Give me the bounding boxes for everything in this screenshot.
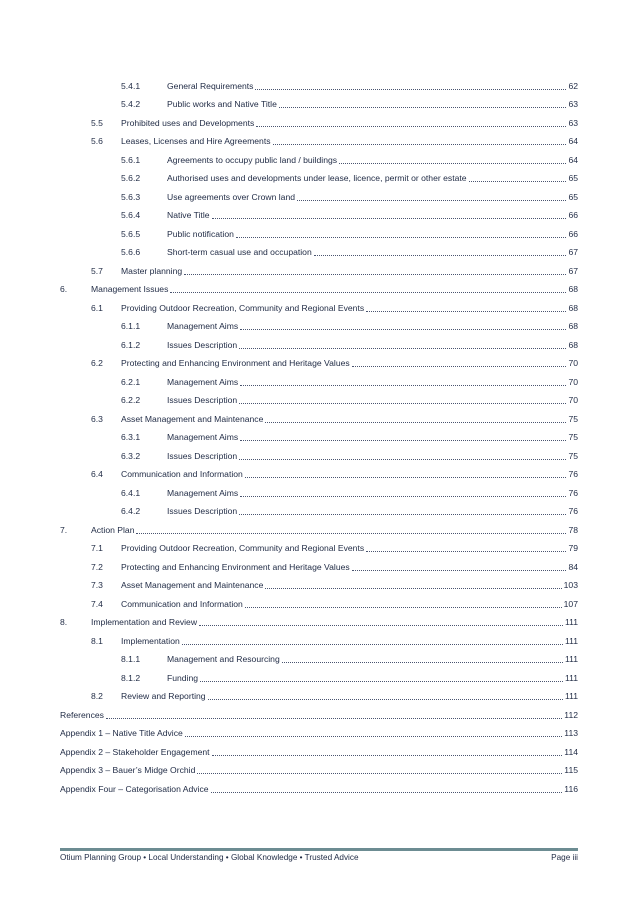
toc-dot-leader	[239, 505, 566, 515]
toc-entry-title: Public notification	[167, 228, 234, 239]
toc-entry[interactable]	[60, 739, 578, 758]
toc-entry-page: 62	[568, 80, 578, 91]
toc-entry-title: Providing Outdoor Recreation, Community and Regional Events	[121, 302, 365, 313]
table-of-contents	[60, 73, 578, 795]
toc-entry[interactable]	[60, 295, 578, 314]
toc-entry-page: 70	[568, 358, 578, 368]
toc-entry-number: 8.	[60, 617, 68, 627]
toc-entry[interactable]	[60, 702, 578, 721]
toc-entry-title: Appendix 2 – Stakeholder Engagement	[60, 746, 210, 757]
toc-entry[interactable]	[60, 425, 578, 444]
toc-entry[interactable]	[60, 665, 578, 684]
footer-divider	[60, 848, 578, 851]
toc-entry-title: Management Aims	[167, 432, 239, 442]
toc-entry[interactable]	[60, 203, 578, 222]
toc-entry-number: 6.2.1	[121, 376, 141, 387]
toc-entry-title: Management and Resourcing	[167, 654, 280, 664]
toc-entry-page: 75	[568, 450, 578, 461]
toc-entry-page: 63	[568, 117, 578, 128]
toc-entry[interactable]	[60, 240, 578, 259]
toc-entry[interactable]	[60, 406, 578, 425]
toc-dot-leader	[136, 524, 566, 534]
toc-entry-title: Issues Description	[167, 506, 238, 516]
toc-entry-number: 6.3	[91, 413, 103, 424]
toc-dot-leader	[184, 265, 566, 275]
toc-dot-leader	[279, 98, 567, 108]
toc-entry[interactable]	[60, 591, 578, 610]
toc-entry-number: 5.7	[91, 265, 103, 276]
toc-entry-number: 5.6.5	[121, 228, 141, 239]
toc-entry-number: 6.3.2	[121, 450, 141, 461]
toc-entry-page: 64	[568, 136, 578, 146]
toc-entry-title: Management Aims	[167, 376, 239, 387]
toc-entry-number: 8.2	[91, 691, 103, 701]
toc-dot-leader	[366, 542, 566, 552]
toc-entry-title: Protecting and Enhancing Environment and Heritage Values	[121, 358, 350, 368]
toc-entry-title: Asset Management and Maintenance	[121, 413, 264, 424]
toc-dot-leader	[240, 487, 566, 497]
toc-entry-title: Issues Description	[167, 395, 238, 405]
toc-entry[interactable]	[60, 277, 578, 296]
toc-dot-leader	[239, 450, 566, 460]
toc-entry-title: Providing Outdoor Recreation, Community and Regional Events	[121, 543, 365, 553]
toc-entry-number: 6.1.1	[121, 321, 141, 331]
toc-entry-number: 5.4.1	[121, 80, 141, 91]
toc-entry-title: Prohibited uses and Developments	[121, 117, 255, 128]
toc-entry-title: Appendix Four – Categorisation Advice	[60, 783, 209, 794]
toc-entry[interactable]	[60, 721, 578, 740]
toc-entry[interactable]	[60, 332, 578, 351]
toc-entry-title: General Requirements	[167, 80, 254, 91]
toc-dot-leader	[211, 783, 563, 793]
toc-entry-page: 65	[568, 191, 578, 202]
toc-dot-leader	[197, 764, 562, 774]
toc-entry-page: 68	[568, 284, 578, 294]
toc-dot-leader	[339, 154, 566, 164]
toc-entry[interactable]	[60, 628, 578, 647]
toc-entry-page: 67	[568, 265, 578, 276]
toc-entry-title: Authorised uses and developments under lease, licence, permit or other estate	[167, 173, 467, 183]
toc-entry[interactable]	[60, 776, 578, 795]
toc-dot-leader	[297, 191, 566, 201]
toc-dot-leader	[245, 598, 562, 608]
toc-entry-page: 111	[564, 654, 578, 664]
toc-entry-number: 6.1	[91, 302, 103, 313]
toc-dot-leader	[239, 394, 566, 404]
toc-entry[interactable]	[60, 388, 578, 407]
toc-entry-page: 114	[564, 746, 578, 757]
toc-dot-leader	[352, 561, 567, 571]
toc-entry-page: 63	[568, 99, 578, 109]
toc-entry-title: Communication and Information	[121, 598, 243, 609]
toc-entry-title: Issues Description	[167, 450, 238, 461]
toc-entry-number: 5.4.2	[121, 99, 141, 109]
toc-entry[interactable]	[60, 573, 578, 592]
toc-entry[interactable]	[60, 684, 578, 703]
toc-entry-title: Leases, Licenses and Hire Agreements	[121, 136, 271, 146]
toc-entry[interactable]	[60, 610, 578, 629]
toc-dot-leader	[240, 431, 566, 441]
toc-entry-title: Appendix 1 – Native Title Advice	[60, 728, 183, 738]
toc-entry-page: 66	[568, 210, 578, 220]
toc-entry-title: Management Aims	[167, 487, 239, 498]
toc-dot-leader	[314, 246, 567, 256]
toc-entry-page: 111	[564, 672, 578, 683]
toc-entry-page: 116	[564, 783, 578, 794]
toc-entry[interactable]	[60, 536, 578, 555]
toc-entry[interactable]	[60, 221, 578, 240]
toc-entry[interactable]	[60, 647, 578, 666]
toc-dot-leader	[185, 727, 563, 737]
toc-dot-leader	[255, 80, 566, 90]
page-footer	[60, 853, 578, 862]
toc-dot-leader	[240, 376, 566, 386]
toc-entry-title: Management Aims	[167, 321, 239, 331]
toc-entry-page: 68	[568, 302, 578, 313]
toc-entry-number: 6.1.2	[121, 339, 141, 350]
toc-dot-leader	[265, 579, 561, 589]
toc-entry-page: 111	[564, 635, 578, 646]
toc-entry-title: Communication and Information	[121, 469, 243, 479]
toc-entry-title: Issues Description	[167, 339, 238, 350]
toc-dot-leader	[106, 709, 562, 719]
toc-entry-title: Native Title	[167, 210, 210, 220]
toc-entry-number: 5.6.6	[121, 247, 141, 257]
toc-entry-number: 6.2	[91, 358, 103, 368]
toc-entry-page: 113	[564, 728, 578, 738]
toc-entry[interactable]	[60, 517, 578, 536]
toc-entry-page: 68	[568, 339, 578, 350]
toc-entry[interactable]	[60, 443, 578, 462]
toc-dot-leader	[366, 302, 566, 312]
toc-entry[interactable]	[60, 258, 578, 277]
toc-entry-page: 75	[568, 413, 578, 424]
toc-dot-leader	[170, 283, 566, 293]
toc-entry-page: 115	[564, 765, 578, 775]
toc-entry-page: 67	[568, 247, 578, 257]
toc-entry-title: Protecting and Enhancing Environment and Heritage Values	[121, 561, 350, 572]
toc-entry-title: Action Plan	[91, 524, 135, 535]
toc-entry[interactable]	[60, 184, 578, 203]
toc-entry-number: 6.4.2	[121, 506, 141, 516]
toc-entry-page: 70	[568, 376, 578, 387]
toc-entry-number: 5.5	[91, 117, 103, 128]
toc-entry-title: Review and Reporting	[121, 691, 206, 701]
toc-entry-title: Short-term casual use and occupation	[167, 247, 312, 257]
toc-entry-number: 6.2.2	[121, 395, 141, 405]
toc-dot-leader	[282, 653, 563, 663]
toc-entry-page: 76	[568, 469, 578, 479]
toc-entry-title: Public works and Native Title	[167, 99, 277, 109]
toc-entry-title: Asset Management and Maintenance	[121, 580, 264, 590]
toc-entry[interactable]	[60, 499, 578, 518]
toc-entry-title: Funding	[167, 672, 199, 683]
toc-entry-title: Management Issues	[91, 284, 169, 294]
toc-dot-leader	[256, 117, 566, 127]
toc-entry-number: 7.3	[91, 580, 103, 590]
toc-entry-number: 8.1	[91, 635, 103, 646]
footer-tagline: Otium Planning Group • Local Understanding • Global Knowledge • Trusted Advice	[60, 853, 359, 862]
toc-entry[interactable]	[60, 92, 578, 111]
toc-entry[interactable]	[60, 758, 578, 777]
toc-entry[interactable]	[60, 554, 578, 573]
toc-dot-leader	[200, 672, 563, 682]
toc-entry-page: 76	[568, 487, 578, 498]
toc-entry-title: Implementation and Review	[91, 617, 198, 627]
toc-dot-leader	[236, 228, 567, 238]
toc-entry[interactable]	[60, 480, 578, 499]
toc-entry-page: 76	[568, 506, 578, 516]
toc-dot-leader	[469, 172, 567, 182]
toc-entry-page: 79	[568, 543, 578, 553]
toc-entry[interactable]	[60, 314, 578, 333]
toc-entry[interactable]	[60, 129, 578, 148]
toc-dot-leader	[352, 357, 567, 367]
toc-dot-leader	[265, 413, 566, 423]
toc-entry-page: 70	[568, 395, 578, 405]
toc-entry-number: 6.3.1	[121, 432, 141, 442]
toc-entry-page: 78	[568, 524, 578, 535]
toc-entry-page: 66	[568, 228, 578, 239]
toc-entry-number: 6.4.1	[121, 487, 141, 498]
toc-entry-page: 64	[568, 154, 578, 165]
toc-entry[interactable]	[60, 147, 578, 166]
toc-entry-number: 7.4	[91, 598, 103, 609]
toc-dot-leader	[240, 320, 566, 330]
toc-entry-page: 75	[568, 432, 578, 442]
toc-entry[interactable]	[60, 166, 578, 185]
toc-entry-title: Agreements to occupy public land / buildings	[167, 154, 338, 165]
toc-entry-number: 7.	[60, 524, 68, 535]
toc-dot-leader	[273, 135, 567, 145]
toc-dot-leader	[245, 468, 567, 478]
toc-dot-leader	[212, 209, 567, 219]
toc-dot-leader	[239, 339, 566, 349]
toc-entry[interactable]	[60, 369, 578, 388]
toc-dot-leader	[199, 616, 563, 626]
toc-entry-title: References	[60, 709, 104, 720]
toc-entry[interactable]	[60, 110, 578, 129]
toc-entry-title: Use agreements over Crown land	[167, 191, 296, 202]
toc-entry-number: 6.4	[91, 469, 103, 479]
toc-entry-title: Master planning	[121, 265, 183, 276]
toc-entry-page: 107	[563, 598, 578, 609]
toc-entry-number: 5.6.1	[121, 154, 141, 165]
toc-entry-number: 5.6.2	[121, 173, 141, 183]
toc-entry-number: 7.2	[91, 561, 103, 572]
toc-entry-title: Appendix 3 – Bauer’s Midge Orchid	[60, 765, 196, 775]
toc-entry-title: Implementation	[121, 635, 180, 646]
toc-dot-leader	[208, 690, 563, 700]
toc-entry[interactable]	[60, 351, 578, 370]
toc-entry-number: 6.	[60, 284, 68, 294]
toc-entry-number: 8.1.2	[121, 672, 141, 683]
toc-entry-page: 68	[568, 321, 578, 331]
toc-entry-number: 7.1	[91, 543, 103, 553]
toc-dot-leader	[212, 746, 563, 756]
toc-entry[interactable]	[60, 462, 578, 481]
toc-entry-page: 111	[564, 691, 578, 701]
toc-entry-page: 65	[568, 173, 578, 183]
toc-entry-page: 84	[568, 561, 578, 572]
toc-entry-number: 8.1.1	[121, 654, 141, 664]
toc-dot-leader	[182, 635, 563, 645]
toc-entry-page: 111	[564, 617, 578, 627]
toc-entry-number: 5.6	[91, 136, 103, 146]
page-number: Page iii	[551, 853, 578, 862]
toc-entry[interactable]	[60, 73, 578, 92]
toc-entry-page: 112	[564, 709, 578, 720]
toc-entry-number: 5.6.3	[121, 191, 141, 202]
toc-entry-number: 5.6.4	[121, 210, 141, 220]
toc-entry-page: 103	[563, 580, 578, 590]
